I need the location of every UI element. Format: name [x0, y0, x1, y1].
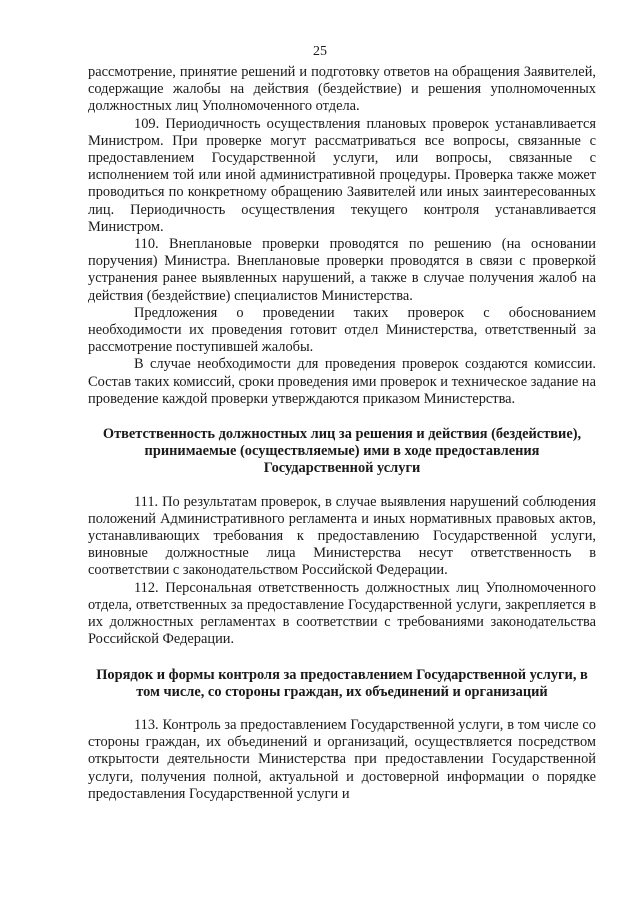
paragraph-continuation: рассмотрение, принятие решений и подготовку ответов на обращения Заявителей, содержащие жалобы на действия (бездействие) и решения уполномоченных должностных лиц Уполномоченного отдела.: [88, 64, 596, 115]
paragraph-commissions: В случае необходимости для проведения проверок создаются комиссии. Состав таких комиссий, сроки проведения ими проверок и техническое задание на проведение каждой проверки утверждаются приказом Министерства.: [88, 356, 596, 407]
paragraph-proposals: Предложения о проведении таких проверок с обоснованием необходимости их проведения готовит отдел Министерства, ответственный за рассмотрение поступившей жалобы.: [88, 304, 596, 356]
paragraph-111: 111. По результатам проверок, в случае выявления нарушений соблюдения положений Административного регламента и иных нормативных правовых актов, устанавливающих требования к предоставлению Государственной услуги, виновные должностные лица Министерства несут ответственность в соответствии с законодательством Российской Федерации.: [88, 493, 596, 579]
paragraph-112: 112. Персональная ответственность должностных лиц Уполномоченного отдела, ответственных за предоставление Государственной услуги, закрепляется в их должностных регламентах в соответствии с требованиями законодательства Российской Федерации.: [88, 579, 596, 648]
section-heading-control: Порядок и формы контроля за предоставлением Государственной услуги, в том числе, со стороны граждан, их объединений и организаций: [96, 666, 588, 700]
paragraph-109: 109. Периодичность осуществления плановых проверок устанавливается Министром. При проверке могут рассматриваться все вопросы, связанные с предоставлением Государственной услуги, или вопросы, связанные с исполнением той или иной административной процедуры. Проверка также может проводиться по конкретному обращению Заявителей или иных заинтересованных лиц. Периодичность осуществления текущего контроля устанавливается Министром.: [88, 115, 596, 235]
paragraph-110: 110. Внеплановые проверки проводятся по решению (на основании поручения) Министра. Внеплановые проверки проводятся в связи с проверкой устранения ранее выявленных нарушений, а также в случае получения жалоб на действия (бездействие) специалистов Министерства.: [88, 236, 596, 304]
section-heading-responsibility: Ответственность должностных лиц за решения и действия (бездействие), принимаемые (осуществляемые) ими в ходе предоставления Государственной услуги: [102, 426, 582, 477]
page-number: 25: [313, 44, 327, 59]
document-body: [88, 64, 596, 803]
paragraph-113: 113. Контроль за предоставлением Государственной услуги, в том числе со стороны граждан, их объединений и организаций, осуществляется посредством открытости деятельности Министерства при предоставлении Государственной услуги, получения полной, актуальной и достоверной информации о порядке предоставления Государственной услуги и: [88, 716, 596, 802]
